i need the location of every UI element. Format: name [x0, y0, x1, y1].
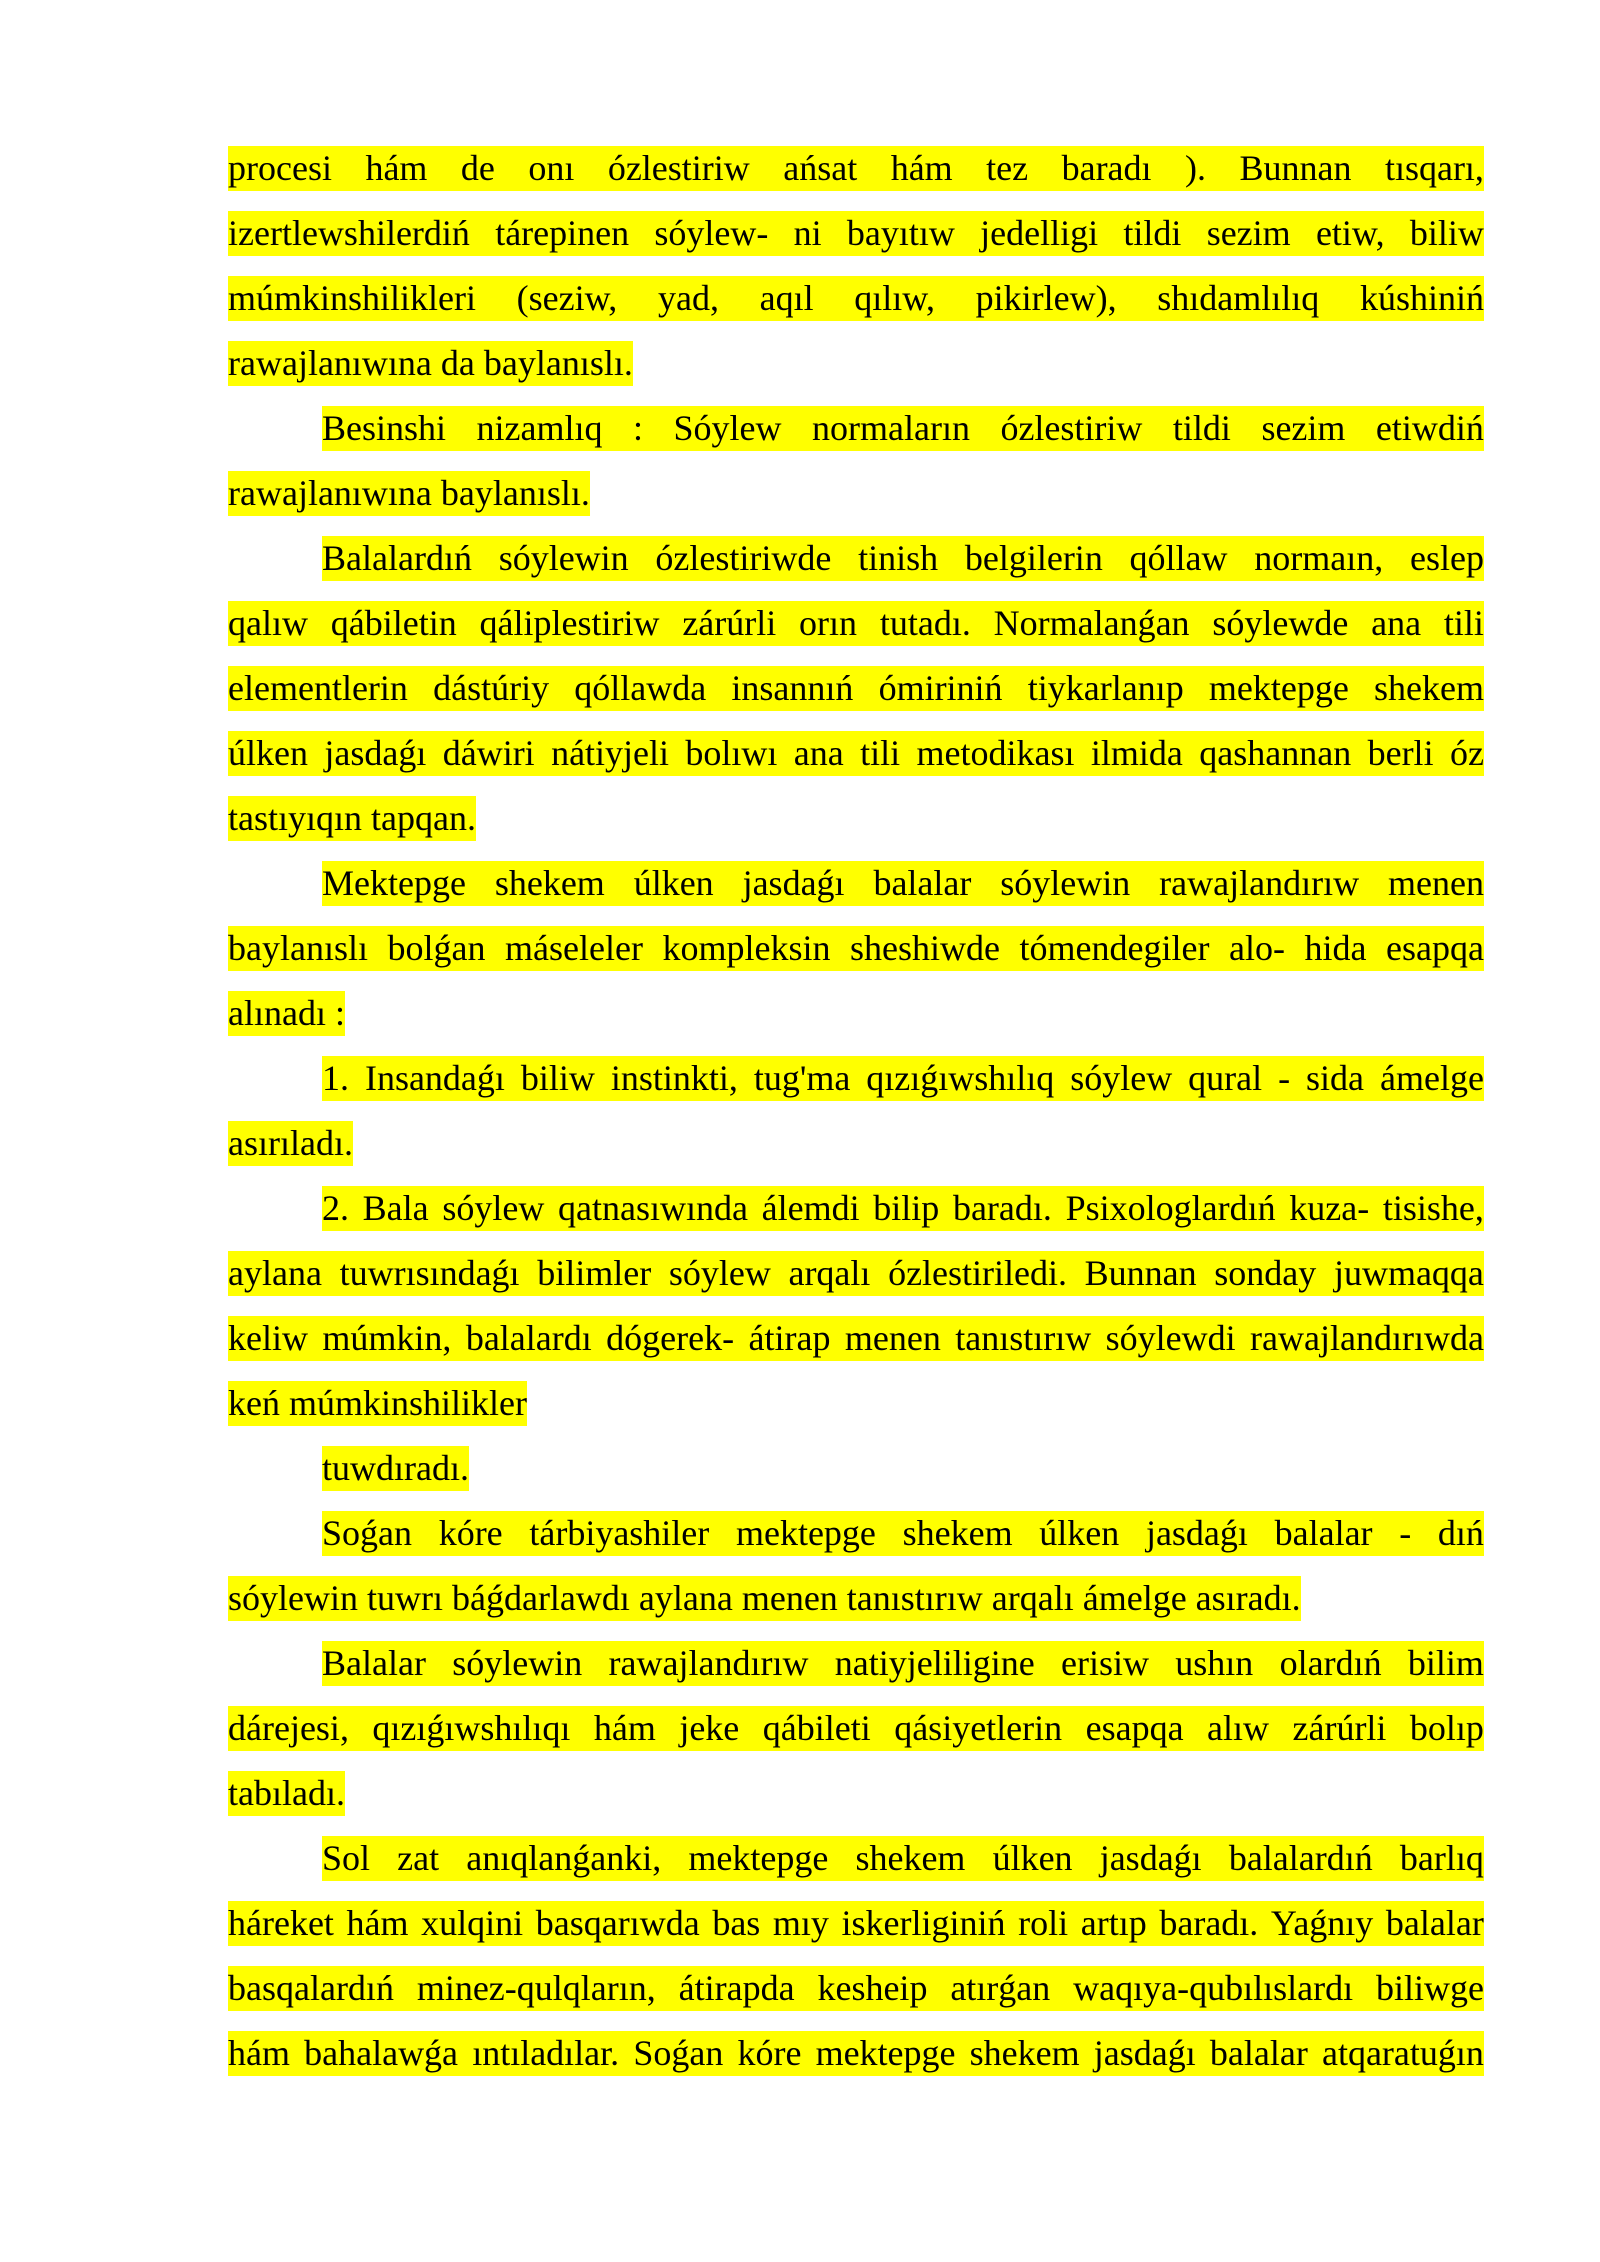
word: sóylewin: [498, 538, 629, 578]
word: natiyjeliligine: [834, 1643, 1035, 1683]
highlighted-text: [228, 276, 1484, 321]
text-line: [228, 1836, 1484, 1881]
word: tisishe,: [1382, 1188, 1484, 1228]
word: hám: [593, 1708, 656, 1748]
word: berli: [1367, 733, 1434, 773]
highlighted-text: [228, 146, 1484, 191]
word: sida: [1306, 1058, 1365, 1098]
word: ana: [793, 733, 844, 773]
word: qáliplestiriw: [479, 603, 660, 643]
highlighted-text: [228, 731, 1484, 776]
word: ).: [1185, 148, 1207, 188]
text-line: [228, 731, 1484, 776]
highlighted-text: keń múmkinshilikler: [228, 1381, 527, 1426]
text-line: [228, 1251, 1484, 1296]
word: jasdaǵı: [1093, 2033, 1196, 2073]
word: kesheip: [817, 1968, 928, 2008]
word: rawajlandırıw: [608, 1643, 809, 1683]
highlighted-text: rawajlanıwına baylanıslı.: [228, 471, 590, 516]
word: menen: [844, 1318, 941, 1358]
word: aqıl: [759, 278, 814, 318]
word: zárúrli: [1292, 1708, 1387, 1748]
word: ózlestiriwde: [655, 538, 832, 578]
highlighted-text: [228, 1706, 1484, 1751]
word: hám: [365, 148, 428, 188]
word: jeke: [679, 1708, 740, 1748]
word: -: [1278, 1058, 1291, 1098]
word: Balalar: [322, 1643, 426, 1683]
text-line: [228, 666, 1484, 711]
word: baradı.: [952, 1188, 1052, 1228]
word: kóre: [737, 2033, 802, 2073]
text-line: [228, 796, 1484, 841]
word: ańsat: [783, 148, 858, 188]
word: qızıǵıwshılıqı: [372, 1708, 571, 1748]
word: ózlestiriw: [607, 148, 750, 188]
highlighted-text: alınadı :: [228, 991, 345, 1036]
word: nátiyjeli: [551, 733, 670, 773]
word: qashannan: [1199, 733, 1352, 773]
word: aylana: [228, 1253, 322, 1293]
text-line: [228, 861, 1484, 906]
word: tanıstırıw: [955, 1318, 1092, 1358]
word: procesi: [228, 148, 332, 188]
text-line: [228, 1966, 1484, 2011]
word: minez-qulqların,: [416, 1968, 656, 2008]
word: qóllawda: [574, 668, 707, 708]
word: insannıń: [731, 668, 854, 708]
word: átirap: [748, 1318, 831, 1358]
word: biliwge: [1376, 1968, 1484, 2008]
word: kóre: [438, 1513, 503, 1553]
word: basqarıwda: [535, 1903, 700, 1943]
word: tez: [986, 148, 1029, 188]
highlighted-text: [228, 211, 1484, 256]
word: nizamlıq: [476, 408, 603, 448]
word: Soǵan: [633, 2033, 724, 2073]
word: jasdaǵı: [1145, 1513, 1248, 1553]
word: qalıw: [228, 603, 308, 643]
word: Psixologlardıń: [1065, 1188, 1276, 1228]
word: Besinshi: [322, 408, 447, 448]
word: onı: [528, 148, 575, 188]
highlighted-text: [322, 1186, 1484, 1231]
word: baradı: [1061, 148, 1152, 188]
word: erisiw: [1061, 1643, 1149, 1683]
word: de: [460, 148, 495, 188]
word: balalardıń: [1228, 1838, 1373, 1878]
text-line: [228, 341, 1484, 386]
text-line: [228, 1576, 1484, 1621]
text-line: [228, 1381, 1484, 1426]
word: atırǵan: [950, 1968, 1051, 2008]
word: hám: [346, 1903, 409, 1943]
word: bolǵan: [387, 928, 486, 968]
word: hám: [890, 148, 953, 188]
word: menen: [1387, 863, 1484, 903]
text-line: [228, 2031, 1484, 2076]
word: qóllaw: [1129, 538, 1228, 578]
word: shekem: [1373, 668, 1484, 708]
word: dıń: [1437, 1513, 1484, 1553]
word: izertlewshilerdiń: [228, 213, 470, 253]
word: qábiletin: [330, 603, 457, 643]
word: tómendegiler: [1019, 928, 1210, 968]
text-line: [228, 146, 1484, 191]
word: metodikası: [916, 733, 1075, 773]
text-line: [228, 1706, 1484, 1751]
word: qásiyetlerin: [894, 1708, 1063, 1748]
word: bilip: [873, 1188, 940, 1228]
highlighted-text: [322, 861, 1484, 906]
word: orın: [799, 603, 858, 643]
highlighted-text: tabıladı.: [228, 1771, 345, 1816]
word: ıntıladılar.: [472, 2033, 620, 2073]
text-line: [228, 991, 1484, 1036]
word: Yaǵnıy: [1270, 1903, 1374, 1943]
word: ómiriniń: [878, 668, 1003, 708]
word: 2.: [322, 1188, 349, 1228]
word: alo-: [1229, 928, 1285, 968]
word: sonday: [1214, 1253, 1317, 1293]
word: tinish: [858, 538, 939, 578]
word: rawajlandırıw: [1159, 863, 1360, 903]
word: qural: [1188, 1058, 1263, 1098]
word: normaların: [812, 408, 970, 448]
word: ilmida: [1090, 733, 1183, 773]
word: tili: [1443, 603, 1484, 643]
word: tuwrısındaǵı: [339, 1253, 520, 1293]
highlighted-text: [228, 601, 1484, 646]
word: tutadı.: [879, 603, 971, 643]
word: eslep: [1409, 538, 1484, 578]
word: ushın: [1175, 1643, 1254, 1683]
word: dárejesi,: [228, 1708, 349, 1748]
word: instinkti,: [610, 1058, 738, 1098]
word: -: [1399, 1513, 1412, 1553]
highlighted-text: [228, 1316, 1484, 1361]
text-line: [228, 1641, 1484, 1686]
word: elementlerin: [228, 668, 408, 708]
word: bolıp: [1409, 1708, 1484, 1748]
word: rawajlandırıwda: [1250, 1318, 1484, 1358]
word: shekem: [969, 2033, 1080, 2073]
word: etiw,: [1315, 213, 1385, 253]
text-line: [228, 1186, 1484, 1231]
word: basqalardıń: [228, 1968, 394, 2008]
word: olardıń: [1279, 1643, 1382, 1683]
word: balalar: [1385, 1903, 1484, 1943]
word: arqalı: [788, 1253, 871, 1293]
highlighted-text: [228, 1251, 1484, 1296]
word: sóylew: [442, 1188, 545, 1228]
word: sóylewin: [452, 1643, 583, 1683]
word: Bunnan: [1084, 1253, 1197, 1293]
word: Soǵan: [322, 1513, 412, 1553]
text-line: [228, 1771, 1484, 1816]
word: baradı.: [1159, 1903, 1259, 1943]
word: zárúrli: [682, 603, 777, 643]
text-line: [228, 1901, 1484, 1946]
word: múmkin,: [322, 1318, 452, 1358]
word: óz: [1449, 733, 1484, 773]
word: dáwiri: [442, 733, 535, 773]
word: Balalardıń: [322, 538, 472, 578]
highlighted-text: [322, 536, 1484, 581]
word: Normalanǵan: [993, 603, 1190, 643]
word: kúshiniń: [1359, 278, 1484, 318]
word: mektepge: [1208, 668, 1349, 708]
word: tildi: [1123, 213, 1182, 253]
word: dógerek-: [606, 1318, 735, 1358]
word: etiwdiń: [1375, 408, 1484, 448]
word: háreket: [228, 1903, 334, 1943]
word: biliw: [520, 1058, 595, 1098]
highlighted-text: [322, 1836, 1484, 1881]
word: pikirlew),: [975, 278, 1117, 318]
highlighted-text: asırıladı.: [228, 1121, 353, 1166]
word: Insandaǵı: [364, 1058, 505, 1098]
word: jedelligi: [980, 213, 1099, 253]
word: barlıq: [1399, 1838, 1484, 1878]
word: múmkinshilikleri: [228, 278, 476, 318]
text-line: [228, 1121, 1484, 1166]
word: sezim: [1206, 213, 1291, 253]
word: juwmaqqa: [1333, 1253, 1484, 1293]
word: (seziw,: [516, 278, 618, 318]
word: tili: [860, 733, 901, 773]
word: balalardı: [465, 1318, 592, 1358]
word: bas: [712, 1903, 761, 1943]
word: qılıw,: [854, 278, 935, 318]
text-line: [228, 601, 1484, 646]
word: úlken: [633, 863, 714, 903]
word: ózlestiriw: [1000, 408, 1143, 448]
word: sóylewdi: [1105, 1318, 1236, 1358]
word: Bala: [362, 1188, 429, 1228]
word: belgilerin: [964, 538, 1103, 578]
word: biliw: [1409, 213, 1484, 253]
word: balalar: [1274, 1513, 1373, 1553]
word: balalar: [873, 863, 972, 903]
word: esapqa: [1386, 928, 1484, 968]
word: ózlestiriledi.: [888, 1253, 1068, 1293]
text-line: [228, 536, 1484, 581]
word: jasdaǵı: [324, 733, 427, 773]
word: sóylew: [668, 1253, 771, 1293]
word: qızıǵıwshılıq: [866, 1058, 1055, 1098]
highlighted-text: [228, 2031, 1484, 2076]
word: jasdaǵı: [742, 863, 845, 903]
word: shekem: [902, 1513, 1013, 1553]
word: tildi: [1172, 408, 1231, 448]
word: ámelge: [1379, 1058, 1484, 1098]
text-line: [228, 1316, 1484, 1361]
text-line: [228, 1446, 1484, 1491]
word: shekem: [855, 1838, 966, 1878]
highlighted-text: [228, 1901, 1484, 1946]
word: normaın,: [1254, 538, 1384, 578]
word: keliw: [228, 1318, 308, 1358]
word: esapqa: [1085, 1708, 1184, 1748]
highlighted-text: [322, 1511, 1484, 1556]
word: ni: [793, 213, 822, 253]
word: atqaratuǵın: [1321, 2033, 1484, 2073]
word: balalar: [1209, 2033, 1308, 2073]
text-line: [228, 406, 1484, 451]
word: tárbiyashiler: [529, 1513, 710, 1553]
word: sóylew: [1070, 1058, 1173, 1098]
highlighted-text: [322, 1056, 1484, 1101]
word: álemdi: [761, 1188, 860, 1228]
word: tárepinen: [495, 213, 630, 253]
word: sheshiwde: [850, 928, 1000, 968]
highlighted-text: [228, 926, 1484, 971]
word: tiykarlanıp: [1027, 668, 1184, 708]
word: :: [632, 408, 643, 448]
word: átirapda: [678, 1968, 795, 2008]
word: roli: [1018, 1903, 1069, 1943]
word: úlken: [228, 733, 308, 773]
word: sóylew-: [654, 213, 769, 253]
word: tısqarı,: [1384, 148, 1484, 188]
highlighted-text: [322, 1641, 1484, 1686]
word: shıdamlılıq: [1157, 278, 1320, 318]
word: sóylewde: [1212, 603, 1349, 643]
word: alıw: [1207, 1708, 1270, 1748]
word: Bunnan: [1239, 148, 1352, 188]
word: waqıya-qubılıslardı: [1073, 1968, 1354, 2008]
text-line: [228, 926, 1484, 971]
word: zat: [397, 1838, 440, 1878]
word: iskerliginiń: [841, 1903, 1006, 1943]
word: bilimler: [537, 1253, 652, 1293]
text-line: [228, 1511, 1484, 1556]
text-line: [228, 276, 1484, 321]
word: mektepge: [735, 1513, 876, 1553]
word: kompleksin: [662, 928, 831, 968]
word: hida: [1304, 928, 1367, 968]
word: Sóylew: [673, 408, 782, 448]
word: kuza-: [1289, 1188, 1370, 1228]
word: bilim: [1407, 1643, 1484, 1683]
word: 1.: [322, 1058, 349, 1098]
word: úlken: [992, 1838, 1073, 1878]
word: Mektepge: [322, 863, 466, 903]
highlighted-text: [228, 1966, 1484, 2011]
word: shekem: [494, 863, 605, 903]
word: sóylewin: [1000, 863, 1131, 903]
word: bayıtıw: [846, 213, 955, 253]
highlighted-text: tuwdıradı.: [322, 1446, 469, 1491]
text-line: [228, 1056, 1484, 1101]
word: hám: [228, 2033, 290, 2073]
word: qábileti: [762, 1708, 871, 1748]
word: Sol: [322, 1838, 371, 1878]
text-line: [228, 471, 1484, 516]
text-line: [228, 211, 1484, 256]
word: yad,: [657, 278, 719, 318]
document-body: [228, 146, 1484, 2096]
word: jasdaǵı: [1099, 1838, 1202, 1878]
word: baylanıslı: [228, 928, 368, 968]
word: úlken: [1039, 1513, 1120, 1553]
word: anıqlanǵanki,: [466, 1838, 662, 1878]
highlighted-text: rawajlanıwına da baylanıslı.: [228, 341, 633, 386]
word: dástúriy: [433, 668, 550, 708]
word: sezim: [1261, 408, 1346, 448]
word: mektepge: [815, 2033, 956, 2073]
word: tug'ma: [753, 1058, 851, 1098]
word: artıp: [1080, 1903, 1147, 1943]
word: mektepge: [688, 1838, 829, 1878]
word: xulqini: [421, 1903, 524, 1943]
word: bolıwı: [685, 733, 778, 773]
highlighted-text: sóylewin tuwrı báǵdarlawdı aylana menen tanıstırıw arqalı ámelge asıradı.: [228, 1576, 1301, 1621]
word: ana: [1371, 603, 1422, 643]
highlighted-text: [322, 406, 1484, 451]
word: máseleler: [505, 928, 643, 968]
highlighted-text: tastıyıqın tapqan.: [228, 796, 476, 841]
word: bahalawǵa: [304, 2033, 459, 2073]
word: mıy: [772, 1903, 829, 1943]
highlighted-text: [228, 666, 1484, 711]
word: qatnasıwında: [558, 1188, 748, 1228]
